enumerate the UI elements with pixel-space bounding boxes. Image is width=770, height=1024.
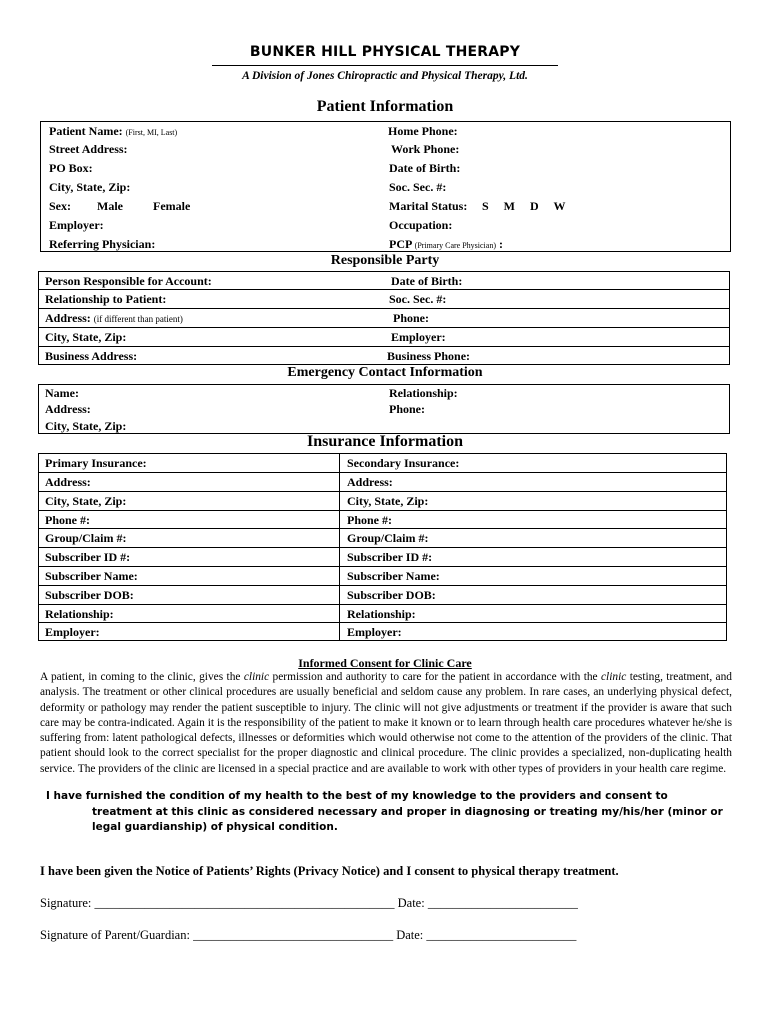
clinic-division: A Division of Jones Chiropractic and Physical Therapy, Ltd.: [242, 70, 528, 82]
primary-insurance-field-label: Subscriber DOB:: [45, 587, 134, 602]
occupation-label: Occupation:: [389, 218, 453, 232]
pcp-label: PCP (Primary Care Physician) :: [389, 237, 503, 251]
responsible-party-box: [38, 271, 730, 365]
primary-insurance-field-label: City, State, Zip:: [45, 493, 127, 508]
insurance-row: [39, 511, 726, 530]
sex-female-option: Female: [153, 199, 191, 213]
po-box-label: PO Box:: [49, 161, 93, 175]
rp-phone-label: Phone:: [393, 311, 429, 325]
home-phone-label: Home Phone:: [388, 124, 458, 138]
patient-info-title: Patient Information: [316, 98, 454, 115]
insurance-row: [39, 586, 726, 605]
insurance-box: [38, 453, 727, 641]
primary-insurance-field-label: Relationship:: [45, 606, 114, 621]
sex-male-option: Male: [97, 199, 123, 213]
insurance-row: [39, 473, 726, 492]
responsible-party-title: Responsible Party: [330, 253, 440, 268]
primary-insurance-field-label: Employer:: [45, 625, 100, 640]
ec-relationship-label: Relationship:: [389, 386, 458, 400]
city-state-zip-label: City, State, Zip:: [49, 180, 131, 194]
signature-line[interactable]: Signature: ________________________________________________ Date: ________________________: [40, 896, 578, 910]
secondary-insurance-field-label: City, State, Zip:: [347, 493, 429, 508]
marital-status-label: Marital Status:: [389, 199, 468, 213]
person-responsible-label: Person Responsible for Account:: [45, 274, 212, 288]
patient-name-label: Patient Name: (First, MI, Last): [49, 124, 178, 138]
acknowledgement-line-1: I have furnished the condition of my health to the best of my knowledge to the providers and consent to: [46, 790, 668, 802]
rp-dob-label: Date of Birth:: [391, 274, 463, 288]
ec-name-label: Name:: [45, 386, 79, 400]
secondary-insurance-field-label: Relationship:: [347, 606, 416, 621]
patient-info-box: [40, 121, 731, 252]
secondary-insurance-field-label: Employer:: [347, 625, 402, 640]
employer-label: Employer:: [49, 218, 104, 232]
business-phone-label: Business Phone:: [387, 349, 471, 363]
referring-physician-label: Referring Physician:: [49, 237, 156, 251]
primary-insurance-field-label: Phone #:: [45, 512, 90, 527]
rp-city-label: City, State, Zip:: [45, 330, 127, 344]
street-address-label: Street Address:: [49, 142, 128, 156]
insurance-row: [39, 548, 726, 567]
insurance-row: [39, 492, 726, 511]
privacy-notice-statement: I have been given the Notice of Patients’ Rights (Privacy Notice) and I consent to physical therapy treatment.: [40, 864, 619, 878]
rp-address-label: Address: (if different than patient): [45, 311, 183, 325]
consent-title: Informed Consent for Clinic Care: [298, 656, 472, 670]
primary-insurance-label: Primary Insurance:: [45, 456, 147, 470]
clinic-name: BUNKER HILL PHYSICAL THERAPY: [249, 44, 521, 60]
insurance-row: [39, 567, 726, 586]
secondary-insurance-field-label: Subscriber Name:: [347, 569, 440, 583]
rp-ssn-label: Soc. Sec. #:: [389, 292, 447, 306]
acknowledgement-line-2: treatment at this clinic as considered necessary and proper in diagnosing or treating my/his/her (minor or: [92, 806, 723, 818]
secondary-insurance-field-label: Subscriber DOB:: [347, 587, 436, 602]
business-address-label: Business Address:: [45, 349, 138, 363]
patient-row: [41, 122, 730, 140]
primary-insurance-field-label: Address:: [45, 475, 91, 489]
emergency-contact-box: [38, 384, 730, 434]
secondary-insurance-field-label: Group/Claim #:: [347, 531, 429, 546]
primary-insurance-field-label: Subscriber ID #:: [45, 550, 131, 565]
ssn-label: Soc. Sec. #:: [389, 180, 447, 194]
insurance-row: [39, 529, 726, 548]
sex-label: Sex:: [49, 199, 71, 213]
work-phone-label: Work Phone:: [391, 142, 460, 156]
primary-insurance-field-label: Subscriber Name:: [45, 569, 138, 583]
date-of-birth-label: Date of Birth:: [389, 161, 461, 175]
ec-address-label: Address:: [45, 402, 91, 416]
rp-employer-label: Employer:: [391, 330, 446, 344]
insurance-row: [39, 605, 726, 624]
ec-city-label: City, State, Zip:: [45, 419, 127, 433]
guardian-signature-line[interactable]: Signature of Parent/Guardian: ________________________________ Date: ________________________: [40, 928, 577, 942]
primary-insurance-field-label: Group/Claim #:: [45, 531, 127, 546]
acknowledgement-line-3: legal guardianship) of physical condition.: [92, 821, 338, 833]
insurance-row: [39, 623, 726, 642]
emergency-contact-title: Emergency Contact Information: [287, 365, 483, 380]
header-underline: [212, 65, 558, 66]
ec-phone-label: Phone:: [389, 402, 425, 416]
marital-status-options: S M D W: [482, 199, 566, 213]
secondary-insurance-label: Secondary Insurance:: [347, 456, 460, 470]
secondary-insurance-field-label: Address:: [347, 475, 393, 489]
consent-paragraph: A patient, in coming to the clinic, gives the clinic permission and authority to care for the patient in accordance with the clinic testing, treatment, and analysis. The treatment or other clinical procedures are usually beneficial and seldom cause any problem. In rare cases, an underlying physical defect, deformity or pathology may render the patient susceptible to injury. The clinic will not give adjustments or treatment if the provider is aware that such care may be contra-indicated. Again it is the responsibility of the patient to make it known or to learn through health care procedures whatever he/she is suffering from: latent pathological defects, illnesses or deformities which would otherwise not come to the attention of the providers of the clinic. That patient should look to the correct specialist for the proper diagnostic and clinical procedure. The clinic provides a specialized, non-duplicating health service. The providers of the clinic are licensed in a special practice and are available to work with other types of providers in your health care regime.: [40, 671, 732, 775]
secondary-insurance-field-label: Phone #:: [347, 512, 392, 527]
relationship-to-patient-label: Relationship to Patient:: [45, 292, 167, 306]
secondary-insurance-field-label: Subscriber ID #:: [347, 550, 433, 565]
insurance-info-title: Insurance Information: [306, 433, 463, 450]
